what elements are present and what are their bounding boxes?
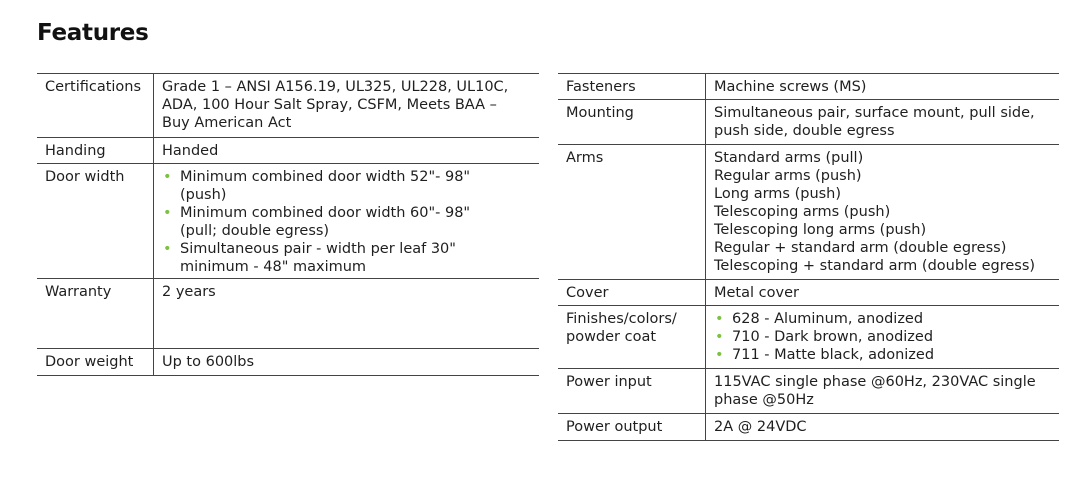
- row-value-mounting: Simultaneous pair, surface mount, pull side, push side, double egress: [714, 105, 1035, 139]
- list-item: • 711 - Matte black, adonized: [714, 346, 1059, 364]
- table-row: [558, 306, 1059, 369]
- row-value-finishes: [706, 306, 1060, 369]
- row-value-warranty: 2 years: [162, 284, 216, 300]
- row-value-power-input: 115VAC single phase @60Hz, 230VAC single phase @50Hz: [714, 374, 1036, 408]
- finishes-list: [714, 310, 1059, 364]
- row-value-arms: [706, 145, 1060, 280]
- features-table-right: [558, 73, 1059, 441]
- row-label-door-width: Door width: [37, 164, 154, 279]
- arms-line: Regular + standard arm (double egress): [714, 240, 1007, 256]
- door-width-list: [162, 168, 514, 276]
- row-label-power-output: Power output: [558, 414, 706, 441]
- row-value-power-output: 2A @ 24VDC: [714, 419, 807, 435]
- list-item: • Minimum combined door width 60"- 98" (pull; double egress): [162, 204, 514, 240]
- arms-line: Telescoping arms (push): [714, 204, 891, 220]
- table-row: [558, 280, 1059, 306]
- table-row: [37, 279, 539, 349]
- row-value-certifications: Grade 1 – ANSI A156.19, UL325, UL228, UL10C, ADA, 100 Hour Salt Spray, CSFM, Meets BAA – Buy American Act: [162, 79, 509, 131]
- arms-line: Long arms (push): [714, 186, 842, 202]
- table-row: [37, 164, 539, 279]
- row-value-cover: Metal cover: [714, 285, 799, 301]
- table-row: [37, 74, 539, 138]
- table-row: [558, 74, 1059, 100]
- row-label-warranty: Warranty: [37, 279, 154, 349]
- list-item: • 710 - Dark brown, anodized: [714, 328, 1059, 346]
- table-row: [558, 414, 1059, 441]
- list-item: • Minimum combined door width 52"- 98" (push): [162, 168, 514, 204]
- row-label-cover: Cover: [558, 280, 706, 306]
- arms-line: Regular arms (push): [714, 168, 862, 184]
- row-value-door-width: [154, 164, 540, 279]
- table-row: [558, 145, 1059, 280]
- arms-line: Telescoping long arms (push): [714, 222, 927, 238]
- row-label-fasteners: Fasteners: [558, 74, 706, 100]
- table-row: [558, 369, 1059, 414]
- row-value-handing: Handed: [162, 143, 219, 159]
- features-table-left: [37, 73, 539, 376]
- arms-line: Telescoping + standard arm (double egress): [714, 258, 1036, 274]
- list-item: • Simultaneous pair - width per leaf 30" minimum - 48" maximum: [162, 240, 514, 276]
- list-item: • 628 - Aluminum, anodized: [714, 310, 1059, 328]
- row-label-arms: Arms: [558, 145, 706, 280]
- row-label-finishes: Finishes/colors/ powder coat: [558, 306, 706, 369]
- table-row: [37, 349, 539, 376]
- row-label-certifications: Certifications: [37, 74, 154, 138]
- row-value-fasteners: Machine screws (MS): [714, 79, 867, 95]
- table-row: [558, 100, 1059, 145]
- table-row: [37, 138, 539, 164]
- arms-line: Standard arms (pull): [714, 150, 864, 166]
- row-label-mounting: Mounting: [558, 100, 706, 145]
- row-label-handing: Handing: [37, 138, 154, 164]
- row-label-power-input: Power input: [558, 369, 706, 414]
- row-value-door-weight: Up to 600lbs: [162, 354, 255, 370]
- page-title: Features: [37, 20, 149, 46]
- row-label-door-weight: Door weight: [37, 349, 154, 376]
